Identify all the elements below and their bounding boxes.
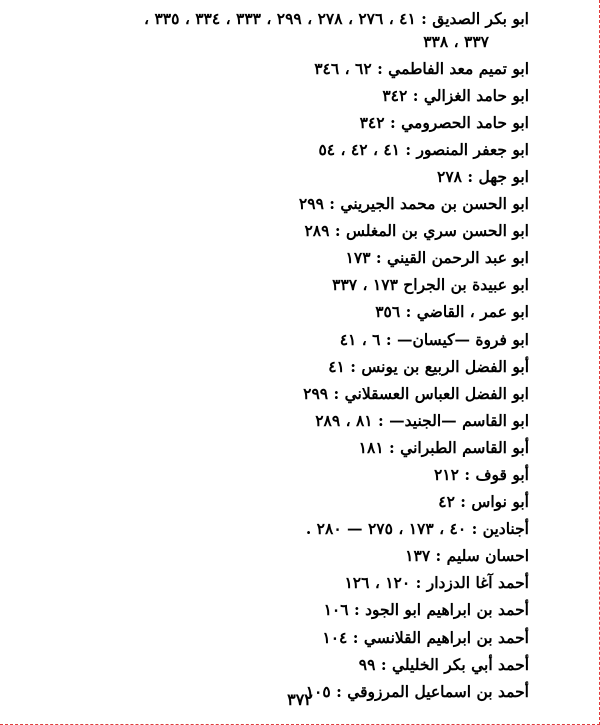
index-entry: ابو الحسن سري بن المغلس : ٢٨٩ [304,221,529,241]
index-entry-text: ابو بكر الصديق : ٤١ ، ٢٧٦ ، ٢٧٨ ، ٢٩٩ ، ٣٣٣ ، ٣٣٤ ، ٣٣٥ ، [144,9,529,28]
index-entry: ابو عبد الرحمن القيني : ١٧٣ [345,248,529,268]
index-entry: احسان سليم : ١٣٧ [405,546,529,566]
index-entry-list [29,8,529,708]
index-entry: أبو القاسم الطبراني : ١٨١ [358,437,529,457]
index-entry: أحمد بن ابراهيم القلانسي : ١٠٤ [322,627,529,647]
index-entry-continuation: ٣٣٧ ، ٣٣٨ [423,31,489,51]
index-entry: ابو فروة —كيسان— : ٦ ، ٤١ [339,329,529,349]
index-entry: ابو جعفر المنصور : ٤١ ، ٤٢ ، ٥٤ [318,139,529,159]
index-entry: أبو قوف : ٢١٢ [433,465,529,484]
index-entry: ابو الحسن بن محمد الجيريني : ٢٩٩ [298,194,529,214]
index-entry: أحمد أبي بكر الخليلي : ٩٩ [358,654,529,674]
index-entry: أجنادين : ٤٠ ، ١٧٣ ، ٢٧٥ — ٢٨٠ . [305,519,529,539]
index-entry: أحمد آغا الدزدار : ١٢٠ ، ١٢٦ [344,573,529,593]
index-entry: أبو الفضل الربيع بن يونس : ٤١ [328,356,529,376]
index-entry: ابو حامد الحصرومي : ٣٤٢ [359,112,529,132]
index-entry-abu-bakr [29,8,529,53]
index-entry: أحمد بن اسماعيل المرزوقي : ١٠٥ [305,681,529,701]
page-number: ٣٧٢ [287,690,313,709]
index-entry: ابو عمر ، القاضي : ٣٥٦ [375,302,529,322]
index-entry: ابو حامد الغزالي : ٣٤٢ [382,85,529,105]
index-entry: ابو جهل : ٢٧٨ [437,166,529,186]
index-entry: ابو تميم معد الفاطمي : ٦٢ ، ٣٤٦ [314,58,529,78]
index-entry: ابو الفضل العباس العسقلاني : ٢٩٩ [303,383,529,403]
index-entry: أحمد بن ابراهيم ابو الجود : ١٠٦ [323,600,529,620]
index-entry: ابو القاسم —الجنيد— : ٨١ ، ٢٨٩ [315,410,529,430]
index-entry: أبو نواس : ٤٢ [438,492,529,512]
index-entry: ابو عبيدة بن الجراح ١٧٣ ، ٣٣٧ [332,275,529,295]
